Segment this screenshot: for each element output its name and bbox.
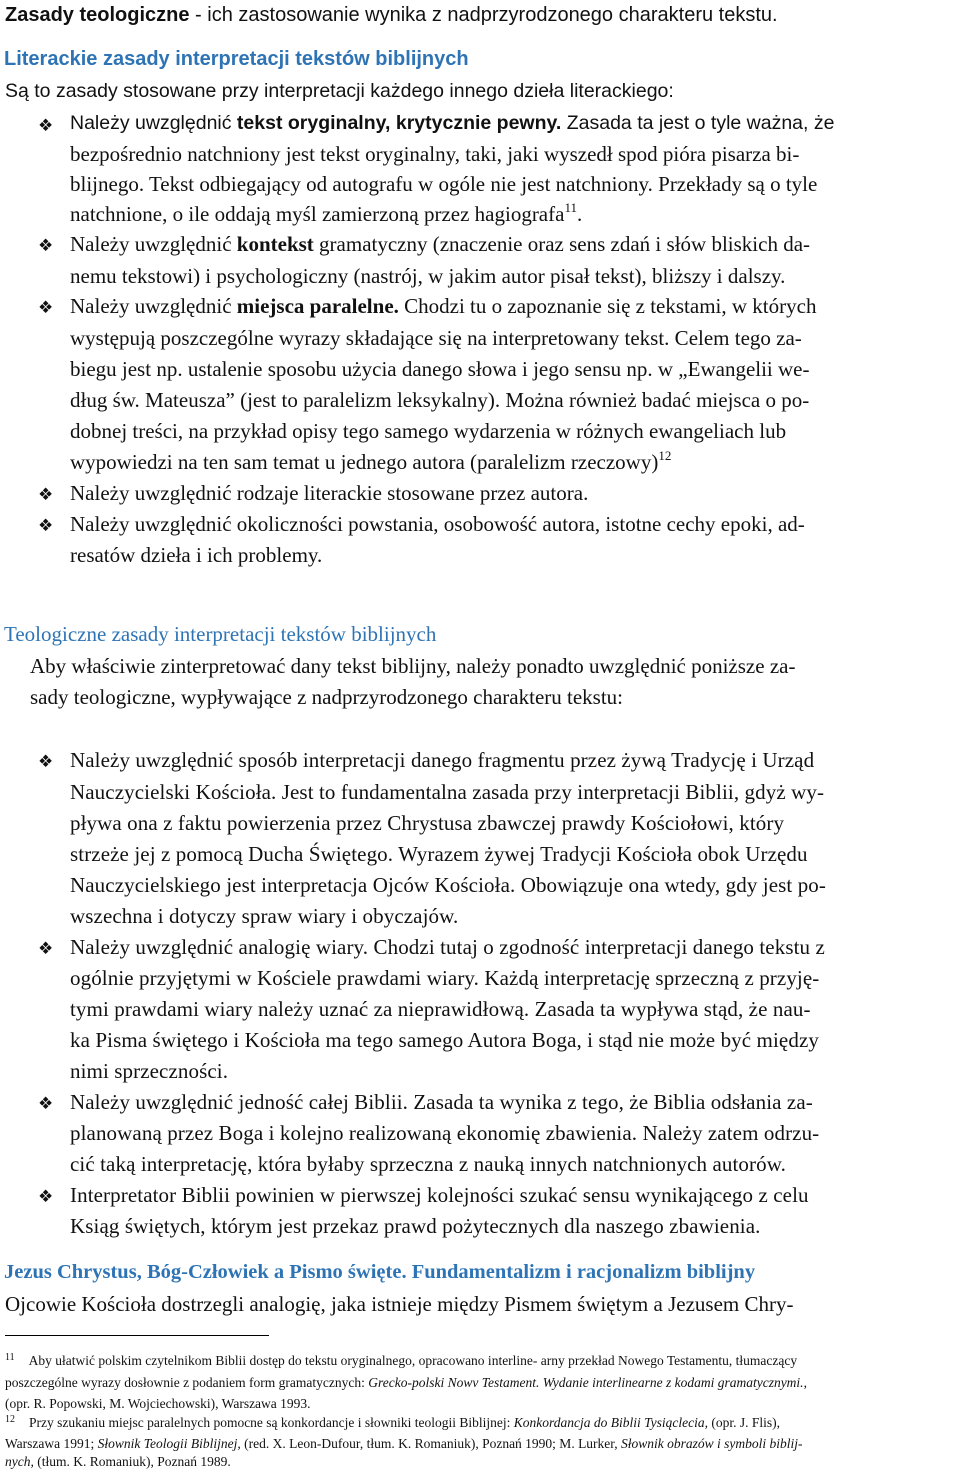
- s1-line-11: dobnej treści, na przykład opisy tego samego wydarzenia w różnych ewangeliach lub: [70, 419, 787, 443]
- s1-line-14: Należy uwzględnić okoliczności powstania, osobowość autora, istotne cechy epoki, ad-: [70, 512, 805, 536]
- footnote-ref-12: 12: [658, 448, 672, 463]
- footnote-number-12: 12: [5, 1414, 15, 1425]
- footnote-11-line-3: (opr. R. Popowski, M. Wojciechowski), Warszawa 1993.: [5, 1396, 311, 1411]
- s2-line-10: ka Pisma świętego i Kościoła ma tego samego Autora Boga, i stąd nie może być między: [70, 1028, 819, 1052]
- s2-line-1: Należy uwzględnić sposób interpretacji danego fragmentu przez żywą Tradycję i Urząd: [70, 748, 815, 772]
- s2-line-12: Należy uwzględnić jedność całej Biblii. Zasada ta wynika z tego, że Biblia odsłania za-: [70, 1090, 813, 1114]
- bullet-icon: ❖: [38, 939, 54, 959]
- bullet-icon: ❖: [38, 1187, 54, 1207]
- section1-intro: Są to zasady stosowane przy interpretacji każdego innego dzieła literackiego:: [5, 80, 674, 102]
- bullet-icon: ❖: [38, 298, 54, 318]
- s1-line-5: Należy uwzględnić kontekst gramatyczny (znaczenie oraz sens zdań i słów bliskich da-: [70, 232, 811, 256]
- s2-line-8: ogólnie przyjętymi w Kościele prawdami wiary. Każdą interpretację sprzeczną z przyję-: [70, 966, 820, 990]
- footnote-number-11: 11: [5, 1352, 15, 1363]
- s2-line-5: Nauczycielskiego jest interpretacja Ojców Kościoła. Obowiązuje ona wtedy, gdy jest po-: [70, 873, 826, 897]
- s1-line-1: Należy uwzględnić tekst oryginalny, krytycznie pewny. Zasada ta jest o tyle ważna, że: [70, 112, 835, 134]
- title-bold: Zasady teologiczne: [5, 4, 190, 26]
- bullet-icon: ❖: [38, 516, 54, 536]
- s2-line-14: cić taką interpretację, która byłaby sprzeczna z nauką innych natchnionych autorów.: [70, 1152, 786, 1176]
- s1-line-9: biegu jest np. ustalenie sposobu użycia danego słowa i jego sensu np. w „Ewangelii we-: [70, 357, 810, 381]
- s1-line-7: Należy uwzględnić miejsca paralelne. Chodzi tu o zapoznanie się z tekstami, w których: [70, 294, 817, 318]
- s1-line-2: bezpośrednio natchniony jest tekst oryginalny, taki, jaki wyszedł spod pióra pisarza bi-: [70, 142, 800, 166]
- s2-line-9: tymi prawdami wiary należy uznać za nieprawidłową. Zasada ta wypływa stąd, że nau-: [70, 997, 811, 1021]
- s2-line-4: strzeże jej z pomocą Ducha Świętego. Wyrazem żywej Tradycji Kościoła obok Urzędu: [70, 842, 808, 866]
- page-title: [5, 1, 778, 29]
- section1-heading: Literackie zasady interpretacji tekstów biblijnych: [4, 48, 469, 70]
- bullet-icon: ❖: [38, 752, 54, 772]
- bullet-icon: ❖: [38, 116, 54, 136]
- bullet-icon: ❖: [38, 236, 54, 256]
- s2-line-6: wszechna i dotyczy spraw wiary i obyczajów.: [70, 904, 459, 928]
- footnote-12-line-2: Warszawa 1991; Słownik Teologii Biblijnej, (red. X. Leon-Dufour, tłum. K. Romaniuk), Poznań 1990; M. Lurker, Słownik obrazów i symboli biblij-: [5, 1436, 803, 1451]
- section3-line: Ojcowie Kościoła dostrzegli analogię, jaka istnieje między Pismem świętym a Jezusem Chry-: [5, 1292, 794, 1316]
- footnote-12-line-3: nych, (tłum. K. Romaniuk), Poznań 1989.: [5, 1454, 231, 1469]
- section2-heading: Teologiczne zasady interpretacji tekstów biblijnych: [4, 622, 437, 646]
- s1-line-8: występują poszczególne wyrazy składające się na interpretowany tekst. Celem tego za-: [70, 326, 802, 350]
- s2-line-2: Nauczycielski Kościoła. Jest to fundamentalna zasada przy interpretacji Biblii, gdyż wy-: [70, 780, 825, 804]
- s2-line-3: pływa ona z faktu powierzenia przez Chrystusa zbawczej prawdy Kościołowi, który: [70, 811, 785, 835]
- s1-line-15: resatów dzieła i ich problemy.: [70, 543, 323, 567]
- title-rest: - ich zastosowanie wynika z nadprzyrodzonego charakteru tekstu.: [189, 4, 778, 26]
- s2-line-7: Należy uwzględnić analogię wiary. Chodzi tutaj o zgodność interpretacji danego tekstu z: [70, 935, 825, 959]
- s2-line-16: Ksiąg świętych, którym jest przekaz prawd pożytecznych dla naszego zbawienia.: [70, 1214, 761, 1238]
- footnote-12-line-1: $^{12}$ Przy szukaniu miejsc paralelnych pomocne są konkordancje i słowniki teologii Biblijnej: Konkordancja do Biblii Tysiąclecia, (opr. J. Flis),: [5, 1414, 781, 1430]
- section3-heading: Jezus Chrystus, Bóg-Człowiek a Pismo święte. Fundamentalizm i racjonalizm biblijny: [4, 1261, 756, 1283]
- s2-line-15: Interpretator Biblii powinien w pierwszej kolejności szukać sensu wynikającego z celu: [70, 1183, 809, 1207]
- s1-line-4: natchnione, o ile oddają myśl zamierzoną przez hagiografa$^{11}$.: [70, 200, 583, 226]
- section2-intro-1: Aby właściwie zinterpretować dany tekst biblijny, należy ponadto uwzględnić poniższe za-: [30, 654, 796, 678]
- s1-line-13: Należy uwzględnić rodzaje literackie stosowane przez autora.: [70, 481, 589, 505]
- s1-line-12: wypowiedzi na ten sam temat u jednego autora (paralelizm rzeczowy)$^{12}$: [70, 448, 672, 474]
- footnote-11-line-1: $^{11}$ Aby ułatwić polskim czytelnikom Biblii dostęp do tekstu oryginalnego, opracowano interline- arny przekład Nowego Testamentu, tłumaczący: [5, 1352, 798, 1368]
- s1-line-6: nemu tekstowi) i psychologiczny (nastrój, w jakim autor pisał tekst), bliższy i dalszy.: [70, 264, 786, 288]
- section2-intro-2: sady teologiczne, wypływające z nadprzyrodzonego charakteru tekstu:: [30, 685, 624, 709]
- s1-line-3: blijnego. Tekst odbiegający od autografu w ogóle nie jest natchniony. Przekłady są o tyle: [70, 172, 818, 196]
- footnote-separator: [5, 1335, 269, 1336]
- s2-line-11: nimi sprzeczności.: [70, 1059, 229, 1083]
- footnote-11-line-2: poszczególne wyrazy dosłownie z podaniem form gramatycznych: Grecko-polski Nowv Testament. Wydanie interlinearne z kodami gramatycznymi.,: [5, 1375, 807, 1390]
- bullet-icon: ❖: [38, 485, 54, 505]
- bullet-icon: ❖: [38, 1094, 54, 1114]
- footnote-ref-11: 11: [564, 200, 577, 215]
- s2-line-13: planowaną przez Boga i kolejno realizowaną ekonomię zbawienia. Należy zatem odrzu-: [70, 1121, 820, 1145]
- s1-line-10: dług św. Mateusza” (jest to paralelizm leksykalny). Można również badać miejsca o po-: [70, 388, 810, 412]
